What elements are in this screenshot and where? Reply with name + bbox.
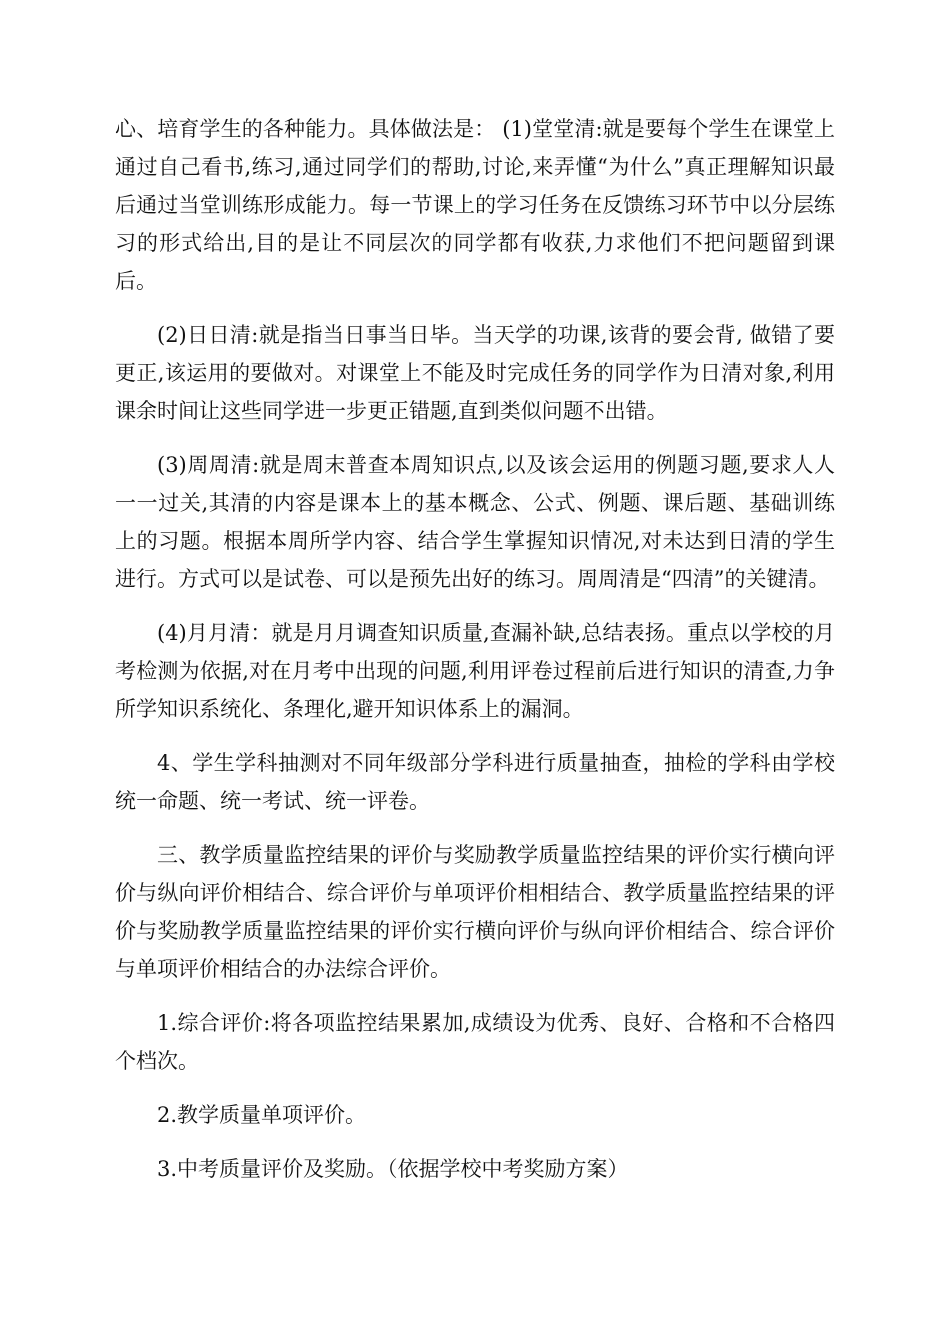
paragraph-single-evaluation: 2.教学质量单项评价。 bbox=[157, 1103, 367, 1127]
paragraph-weekly-clear: (3)周周清:就是周末普查本周知识点,以及该会运用的例题习题,要求人人一一过关,其清的内容是课本上的基本概念、公式、例题、课后题、基础训练上的习题。根据本周所学内容、结合学生掌握知识情况,对未达到日清的学生进行。方式可以是试卷、可以是预先出好的练习。周周清是“四清”的关键清。 bbox=[115, 453, 835, 591]
paragraph-daily-clear: (2)日日清:就是指当日事当日毕。当天学的功课,该背的要会背, 做错了要更正,该运用的要做对。对课堂上不能及时完成任务的同学作为日清对象,利用课余时间让这些同学进一步更正错题,直到类似问题不出错。 bbox=[115, 323, 835, 423]
paragraph-subject-sampling: 4、学生学科抽测对不同年级部分学科进行质量抽查，抽检的学科由学校统一命题、统一考试、统一评卷。 bbox=[115, 751, 835, 813]
paragraph-section-three: 三、教学质量监控结果的评价与奖励教学质量监控结果的评价实行横向评价与纵向评价相结合、综合评价与单项评价相相结合、教学质量监控结果的评价与奖励教学质量监控结果的评价实行横向评价与纵向评价相结合、综合评价与单项评价相结合的办法综合评价。 bbox=[115, 843, 835, 981]
paragraph-exam-evaluation: 3.中考质量评价及奖励。（依据学校中考奖励方案） bbox=[157, 1157, 629, 1181]
paragraph-monthly-clear: (4)月月清：就是月月调查知识质量,查漏补缺,总结表扬。重点以学校的月考检测为依据,对在月考中出现的问题,利用评卷过程前后进行知识的清查,力争所学知识系统化、条理化,避开知识体系上的漏洞。 bbox=[115, 621, 835, 721]
document-body bbox=[115, 110, 835, 1204]
paragraph-continuation: 心、培育学生的各种能力。具体做法是： (1)堂堂清:就是要每个学生在课堂上通过自己看书,练习,通过同学们的帮助,讨论,来弄懂“为什么”真正理解知识最后通过当堂训练形成能力。每一节课上的学习任务在反馈练习环节中以分层练习的形式给出,目的是让不同层次的同学都有收获,力求他们不把问题留到课后。 bbox=[115, 117, 835, 293]
paragraph-comprehensive-evaluation: 1.综合评价:将各项监控结果累加,成绩设为优秀、良好、合格和不合格四个档次。 bbox=[115, 1011, 835, 1073]
